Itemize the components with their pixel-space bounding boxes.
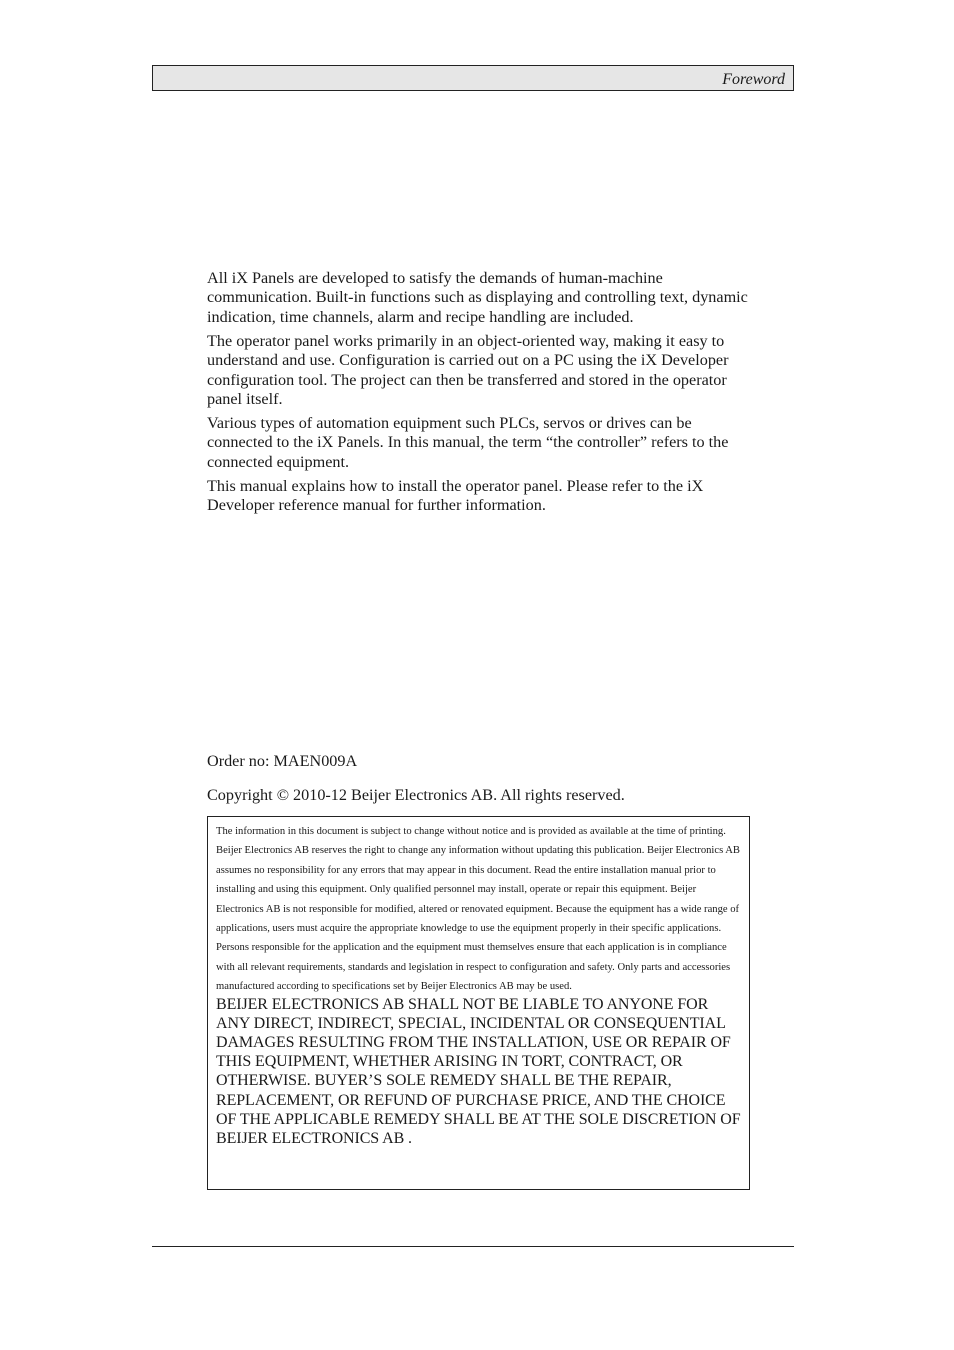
foreword-body bbox=[207, 269, 752, 520]
section-title: Foreword bbox=[722, 71, 785, 88]
paragraph-manual-scope: This manual explains how to install the operator panel. Please refer to the iX Developer reference manual for further information. bbox=[207, 476, 704, 514]
liability-statement: BEIJER ELECTRONICS AB SHALL NOT BE LIABLE TO ANYONE FOR ANY DIRECT, INDIRECT, SPECIAL, INCIDENTAL OR CONSEQUENTIAL DAMAGES RESULTING FROM THE INSTALLATION, USE OR REPAIR OF THIS EQUIPMENT, WHETHER ARISING IN TORT, CONTRACT, OR OTHERWISE. BUYER’S SOLE REMEDY SHALL BE THE REPAIR, REPLACEMENT, OR REFUND OF PURCHASE PRICE, AND THE CHOICE OF THE APPLICABLE REMEDY SHALL BE AT THE SOLE DISCRETION OF BEIJER ELECTRONICS AB . bbox=[216, 995, 741, 1148]
paragraph-equipment: Various types of automation equipment such PLCs, servos or drives can be connected to the iX Panels. In this manual, the term “the controller” refers to the connected equipment. bbox=[207, 413, 729, 471]
order-number: Order no: MAEN009A bbox=[207, 752, 358, 770]
paragraph-intro: All iX Panels are developed to satisfy the demands of human-machine communication. Built-in functions such as displaying and controlling text, dynamic indication, time channels, alarm and recipe handling are included. bbox=[207, 269, 748, 326]
disclaimer-text: The information in this document is subject to change without notice and is provided as available at the time of printing. Beijer Electronics AB reserves the right to change any information without updating this publication. Beijer Electronics AB assumes no responsibility for any errors that may appear in this document. Read the entire installation manual prior to installing and using this equipment. Only qualified personnel may install, operate or repair this equipment. Beijer Electronics AB is not responsible for modified, altered or renovated equipment. Because the equipment has a wide range of applications, users must acquire the appropriate knowledge to use the equipment properly in their specific applications. Persons responsible for the application and the equipment must themselves ensure that each application is in compliance with all relevant requirements, standards and legislation in respect to configuration and safety. Only parts and accessories manufactured according to specifications set by Beijer Electronics AB may be used. bbox=[216, 826, 740, 993]
footer-rule bbox=[152, 1246, 794, 1247]
disclaimer-box bbox=[207, 816, 750, 1190]
copyright-notice: Copyright © 2010-12 Beijer Electronics AB. All rights reserved. bbox=[207, 786, 625, 804]
header-bar bbox=[152, 65, 794, 91]
paragraph-operation: The operator panel works primarily in an object-oriented way, making it easy to understand and use. Configuration is carried out on a PC using the iX Developer configuration tool. The project can then be transferred and stored in the operator panel itself. bbox=[207, 331, 729, 408]
